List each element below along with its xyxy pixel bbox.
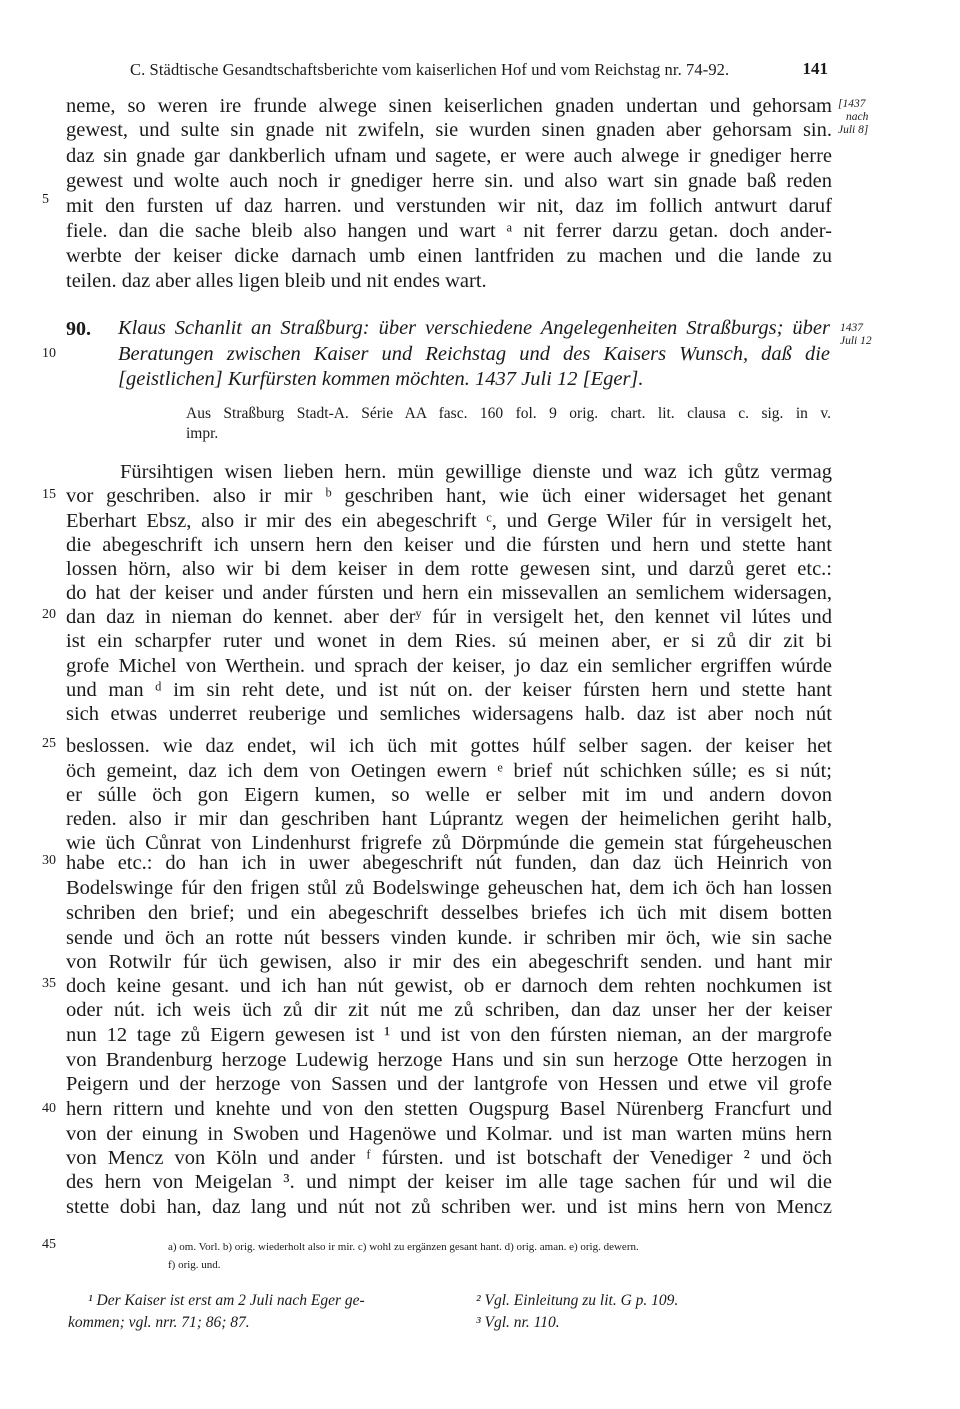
text-line: daz sin gnade gar dankberlich ufnam und sagete, er were auch alwege ir gnediger herre bbox=[66, 145, 832, 167]
text-line: lossen hörn, also wir bi dem keiser in dem rotte gewesen sint, und darzů geret etc.: bbox=[66, 558, 832, 580]
text-line: von Rotwilr fúr üch gewisen, also ir mir des ein abegeschrift senden. und hant mir bbox=[66, 951, 832, 973]
running-header-title: C. Städtische Gesandtschaftsberichte vom kaiserlichen Hof und vom Reichstag nr. 74-92. bbox=[130, 60, 730, 79]
line-number: 15 bbox=[42, 487, 56, 502]
text-line: Eberhart Ebsz, also ir mir des ein abegeschrift ᶜ, und Gerge Wiler fúr in versigelt het, bbox=[66, 510, 832, 532]
line-number: 20 bbox=[42, 607, 56, 622]
line-number: 10 bbox=[42, 346, 56, 361]
text-line: des hern von Meigelan ³. und nimpt der keiser im alle tage sachen fúr und wil die bbox=[66, 1171, 832, 1193]
text-line: vor geschriben. also ir mir ᵇ geschriben hant, wie üch einer widersaget het genant bbox=[66, 485, 832, 507]
text-line: Bodelswinge fúr den frigen stůl zů Bodelswinge geheuschen hat, dem ich öch han lossen bbox=[66, 877, 832, 899]
text-line: dan daz in nieman do kennet. aber derʸ fúr in versigelt het, den kennet vil lútes und bbox=[66, 606, 832, 628]
footnote-line: ¹ Der Kaiser ist erst am 2 Juli nach Eger ge- bbox=[88, 1292, 365, 1309]
line-number: 30 bbox=[42, 853, 56, 868]
text-line: beslossen. wie daz endet, wil ich üch mit gottes húlf selber sagen. der keiser het bbox=[66, 735, 832, 757]
text-line: Peigern und der herzoge von Sassen und der lantgrofe von Hessen und etwe vil grofe bbox=[66, 1073, 832, 1095]
heading-line: [geistlichen] Kurfürsten kommen möchten. 1437 Juli 12 [Eger]. bbox=[118, 368, 644, 390]
text-line: von Mencz von Köln und ander ᶠ fúrsten. und ist botschaft der Venediger ² und öch bbox=[66, 1147, 832, 1169]
text-line: fiele. dan die sache bleib also hangen und wart ᵃ nit ferrer darzu getan. doch ander- bbox=[66, 220, 832, 242]
text-line: do hat der keiser und ander fúrsten und hern ein missevallen an semlichem widersagen, bbox=[66, 582, 832, 604]
text-line: schriben den brief; und ein abegeschrift desselbes briefes ich üch mit disem botten bbox=[66, 902, 832, 924]
heading-line: Beratungen zwischen Kaiser und Reichstag und des Kaisers Wunsch, daß die bbox=[118, 343, 830, 365]
margin-date-note-doc bbox=[840, 322, 872, 348]
running-header bbox=[130, 60, 828, 80]
text-line: öch gemeint, daz ich dem von Oetingen ewern ᵉ brief nút schichken súlle; es si nút; bbox=[66, 760, 832, 782]
line-number: 35 bbox=[42, 976, 56, 991]
footnote-line: ³ Vgl. nr. 110. bbox=[476, 1314, 560, 1331]
margin-date-note-prev bbox=[838, 98, 868, 137]
margin-date-line: Juli 12 bbox=[840, 335, 872, 347]
text-line: teilen. daz aber alles ligen bleib und nit endes wart. bbox=[66, 270, 487, 292]
line-number: 40 bbox=[42, 1101, 56, 1116]
line-number: 5 bbox=[42, 192, 49, 207]
text-line: werbte der keiser dicke darnach umb einen lantfriden zu machen und die lande zu bbox=[66, 245, 832, 267]
text-line: grofe Michel von Werthein. und sprach der keiser, jo daz ein semlicher ergriffen wúrde bbox=[66, 655, 832, 677]
text-line: habe etc.: do han ich in uwer abegeschrift nút funden, dan daz üch Heinrich von bbox=[66, 852, 832, 874]
text-line: sich etwas underret reuberige und semliches widersagens halb. daz ist aber noch nút bbox=[66, 703, 832, 725]
text-line: hern rittern und knehte und von den stetten Ougspurg Basel Nürenberg Francfurt und bbox=[66, 1098, 832, 1120]
margin-date-line: 1437 bbox=[840, 322, 863, 334]
apparatus-line: a) om. Vorl. b) orig. wiederholt also ir mir. c) wohl zu ergänzen gesant hant. d) orig. aman. e) orig. dewern. bbox=[168, 1241, 639, 1253]
margin-date-line: [1437 bbox=[838, 98, 866, 110]
text-line: reden. also ir mir dan geschriben hant Lúprantz wegen der heimelichen geriht halb, bbox=[66, 808, 832, 830]
text-line: neme, so weren ire frunde alwege sinen keiserlichen gnaden undertan und gehorsam bbox=[66, 95, 832, 117]
text-line: und man ᵈ im sin reht dete, und ist nút on. der keiser fúrsten hern und stette hant bbox=[66, 679, 832, 701]
text-line: sende und öch an rotte nút bessers vinden kunde. ir schriben mir öch, wie sin sache bbox=[66, 927, 832, 949]
text-line: von der einung in Swoben und Hagenöwe und Kolmar. und ist man warten müns hern bbox=[66, 1123, 832, 1145]
text-line: nun 12 tage zů Eigern gewesen ist ¹ und ist von den fúrsten nieman, an der margrofe bbox=[66, 1024, 832, 1046]
document-number: 90. bbox=[66, 318, 91, 340]
text-line: mit den fursten uf daz harren. und verstunden wir nit, daz im follich antwurt daruf bbox=[66, 195, 832, 217]
heading-line: Klaus Schanlit an Straßburg: über verschiedene Angelegenheiten Straßburgs; über bbox=[118, 317, 830, 339]
text-line: oder nút. ich weis üch zů dir zit nút me zů schriben, dan daz unser her der keiser bbox=[66, 999, 832, 1021]
text-line: gewest, und sulte sin gnade nit zwifeln, sie wurden sinen gnaden aber gehorsam sin. bbox=[66, 119, 832, 141]
text-line: gewest und wolte auch noch ir gnediger herre sin. und also wart sin gnade baß reden bbox=[66, 170, 832, 192]
text-line: von Brandenburg herzoge Ludewig herzoge Hans und sin sun herzoge Otte herzogen in bbox=[66, 1049, 832, 1071]
text-line: er súlle öch gon Eigern kumen, so welle er selber mit im und andern dovon bbox=[66, 784, 832, 806]
text-line: stette dobi han, daz lang und nút not zů schriben wer. und ist mins hern von Mencz bbox=[66, 1196, 832, 1218]
text-line: die abegeschrift ich unsern hern den keiser und die fúrsten und hern und stette hant bbox=[66, 534, 832, 556]
line-number: 25 bbox=[42, 736, 56, 751]
source-line: Aus Straßburg Stadt-A. Série AA fasc. 160 fol. 9 orig. chart. lit. clausa c. sig. in v. bbox=[186, 405, 831, 422]
footnote-line: ² Vgl. Einleitung zu lit. G p. 109. bbox=[476, 1292, 679, 1309]
line-number: 45 bbox=[42, 1237, 56, 1252]
source-line: impr. bbox=[186, 425, 219, 442]
text-line: ist ein scharpfer ruter und wonet in dem Ries. sú meinen aber, er si zů dir zit bi bbox=[66, 630, 832, 652]
page-number: 141 bbox=[802, 59, 828, 78]
margin-date-line: Juli 8] bbox=[838, 124, 869, 136]
text-line: Fürsihtigen wisen lieben hern. mün gewillige dienste und waz ich gůtz vermag bbox=[120, 461, 832, 483]
apparatus-line: f) orig. und. bbox=[168, 1259, 221, 1271]
text-line: doch keine gesant. und ich han nút gewist, ob er darnoch dem rehten nochkumen ist bbox=[66, 975, 832, 997]
footnote-line: kommen; vgl. nrr. 71; 86; 87. bbox=[68, 1314, 250, 1331]
text-line: wie üch Cůnrat von Lindenhurst frigrefe zů Dörpmúnde die gemein stat fúrgeheuschen bbox=[66, 832, 832, 854]
margin-date-line: nach bbox=[846, 111, 869, 123]
